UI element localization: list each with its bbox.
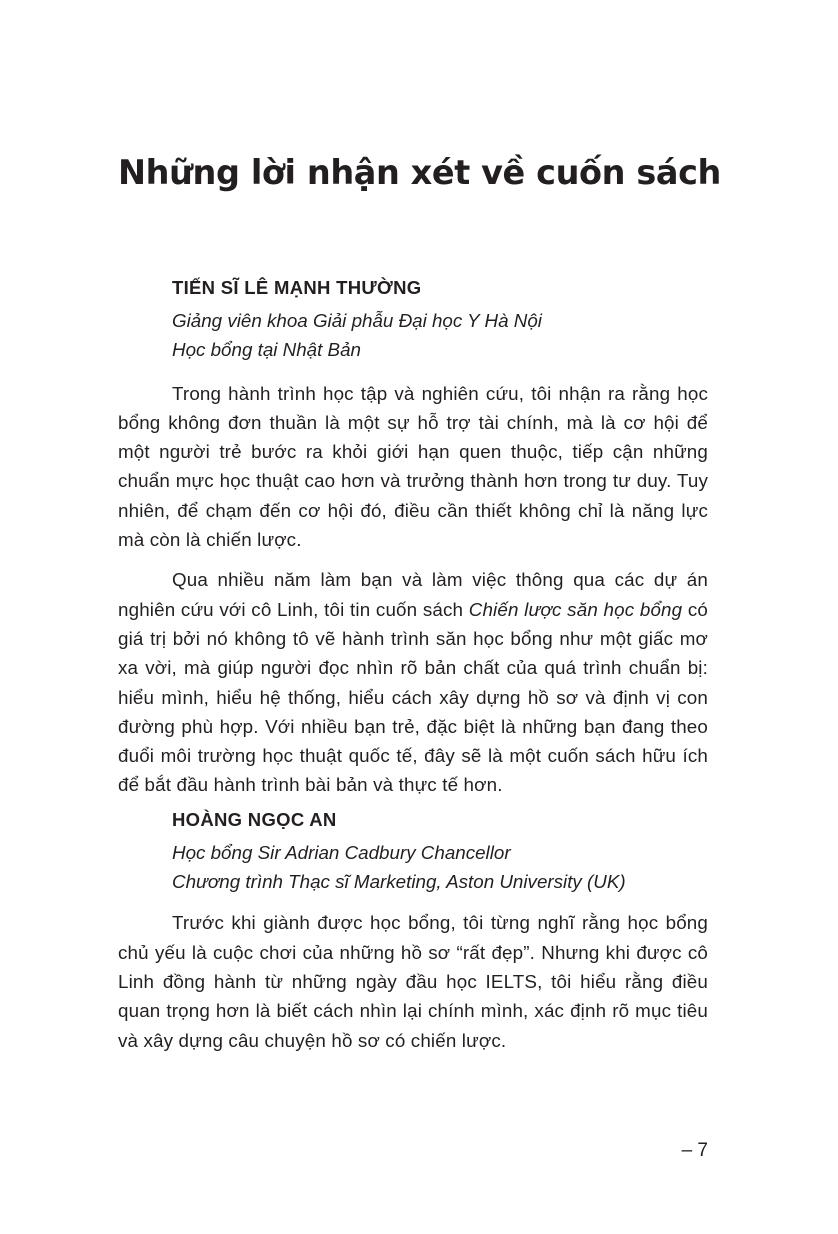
review-paragraph: Trong hành trình học tập và nghiên cứu, tôi nhận ra rằng học bổng không đơn thuần là một sự hỗ trợ tài chính, mà là cơ hội để một người trẻ bước ra khỏi giới hạn quen thuộc, tiếp cận những chuẩn mực học thuật cao hơn và trưởng thành hơn trong tư duy. Tuy nhiên, để chạm đến cơ hội đó, điều cần thiết không chỉ là năng lực mà còn là chiến lược.: [118, 382, 708, 551]
page-number: – 7: [681, 1140, 708, 1161]
reviewer-roles: [118, 838, 708, 897]
paragraph-text: có giá trị bởi nó không tô vẽ hành trình săn học bổng như một giấc mơ xa vời, mà giúp người đọc nhìn rõ bản chất của quá trình chuẩn bị: hiểu mình, hiểu hệ thống, hiểu cách xây dựng hồ sơ và định vị con đường phù hợp. Với nhiều bạn trẻ, đặc biệt là những bạn đang theo đuổi môi trường học thuật quốc tế, đây sẽ là một cuốn sách hữu ích để bắt đầu hành trình bài bản và thực tế hơn.: [118, 598, 708, 796]
review-paragraph: Trước khi giành được học bổng, tôi từng nghĩ rằng học bổng chủ yếu là cuộc chơi của những hồ sơ “rất đẹp”. Nhưng khi được cô Linh đồng hành từ những ngày đầu học IELTS, tôi hiểu rằng điều quan trọng hơn là biết cách nhìn lại chính mình, xác định rõ mục tiêu và xây dựng câu chuyện hồ sơ có chiến lược.: [118, 912, 708, 1051]
reviewer-role: Chương trình Thạc sĩ Marketing, Aston University (UK): [172, 871, 626, 893]
book-title: Chiến lược săn học bổng: [468, 598, 683, 620]
review-paragraph: [118, 565, 708, 799]
page-title: Những lời nhận xét về cuốn sách: [118, 153, 721, 192]
reviewer-role: Giảng viên khoa Giải phẫu Đại học Y Hà Nội: [172, 310, 542, 331]
reviewer-roles: [118, 306, 708, 365]
review-le-manh-thuong: [118, 270, 708, 800]
reviewer-name: TIẾN SĨ LÊ MẠNH THƯỜNG: [172, 277, 422, 298]
reviews-section: [118, 270, 708, 1055]
review-hoang-ngoc-an: [118, 802, 708, 1055]
reviewer-role: Học bổng tại Nhật Bản: [172, 339, 361, 361]
paragraph-text: Qua nhiều năm làm bạn và làm việc thông qua các dự án nghiên cứu với cô Linh, tôi tin cuốn sách: [118, 569, 708, 620]
reviewer-role: Học bổng Sir Adrian Cadbury Chancellor: [172, 841, 511, 863]
reviewer-name: HOÀNG NGỌC AN: [172, 808, 337, 830]
